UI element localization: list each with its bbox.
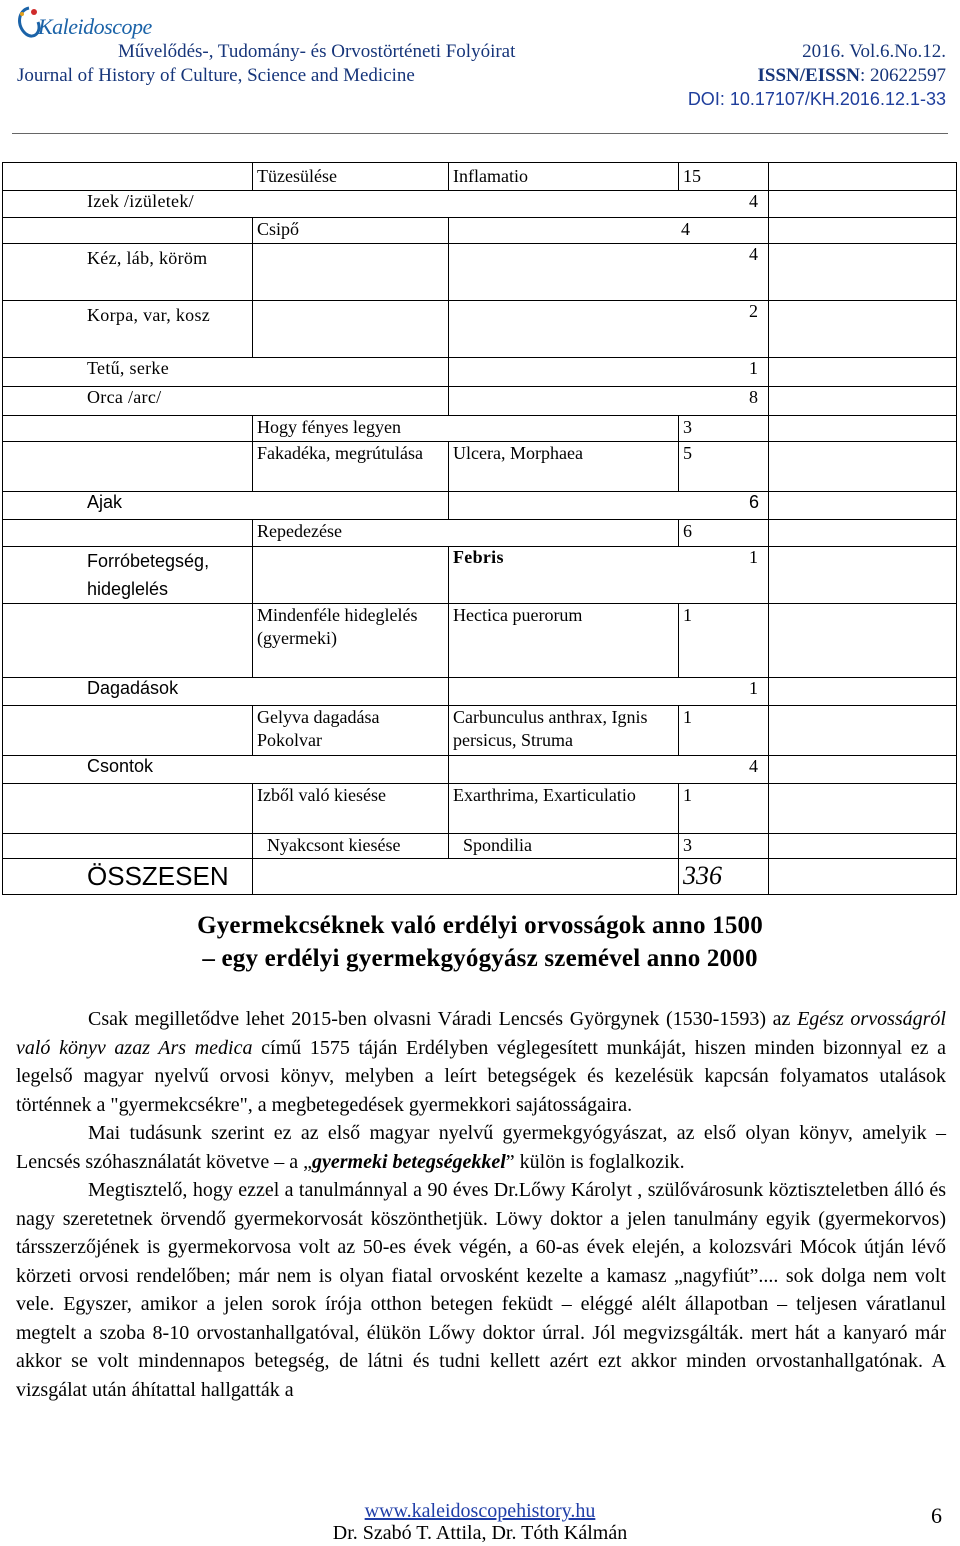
latin-term: Ulcera, Morphaea (449, 442, 679, 492)
main-category: Orca /arc/ (3, 387, 449, 416)
table-row (3, 784, 957, 834)
table-row (3, 218, 957, 244)
table-row (3, 191, 957, 218)
footer-link[interactable]: www.kaleidoscopehistory.hu (364, 1500, 596, 1522)
article-body (16, 1005, 946, 1404)
category-count: 1 (749, 678, 759, 698)
main-category: Ajak (3, 492, 449, 520)
paragraph: Megtisztelő, hogy ezzel a tanulmánnyal a 90 éves Dr.Lőwy Károlyt , szülővárosunk köztiszteletben álló és nagy szeretetnek örvendő gyermekorvosát köszönthetjük. Löwy doktor a jelen tanulmány egyik (gyermekorvos) társszerzőjének is gyermekorvosa volt az 50-es évek végén, a 60-as évek elején, a kolozsvári Mócok útján lévő körzeti orvosi rendelőben; már nem is olyan fiatal orvosként kezelte a kamasz „nagyfiút”.... sok dolga nem volt vele. Egyszer, amikor a jelen sorok írója otthon betegen feküdt – eléggé alélt állapotban – teljesen váratlanul megtelt a szoba 8-10 orvostanhallgatóval, élükön Lőwy doktor úrral. Jól megvizsgálták. mert hát a kanyaró már akkor se volt mindennapos betegség, de látni és tudni kellett azért ezt akkor minden orvostanhallgatónak. A vizsgálat után áhítattal hallgatták a (16, 1179, 946, 1401)
paragraph-text: ” külön is foglalkozik. (505, 1150, 685, 1173)
issn-label: ISSN/EISSN (757, 65, 860, 86)
table-row (3, 416, 957, 442)
sub-label: Hogy fényes legyen (253, 416, 679, 442)
latin-term: Carbunculus anthrax, Ignis persicus, Struma (449, 706, 679, 756)
category-count: 2 (749, 301, 759, 321)
sub-label: Mindenféle hideglelés (gyermeki) (253, 604, 449, 678)
sub-label: Repedezése (253, 520, 679, 547)
book-title: Egész orvosságról való könyv azaz Ars medica (16, 1008, 946, 1059)
issn-value: : 20622597 (859, 65, 946, 86)
table-row (3, 442, 957, 492)
table-row (3, 678, 957, 706)
journal-title-hu: Művelődés-, Tudomány- és Orvostörténeti Folyóirat (118, 41, 516, 62)
total-label: ÖSSZESEN (3, 859, 253, 895)
table-row (3, 604, 957, 678)
category-count: 6 (749, 492, 760, 512)
page-number: 6 (931, 1503, 942, 1528)
sub-count: 1 (679, 604, 769, 678)
main-category: Forróbetegség, hideglelés (3, 547, 253, 604)
table-row (3, 301, 957, 358)
table-row (3, 706, 957, 756)
table-row (3, 834, 957, 859)
sub-count: 4 (449, 218, 769, 244)
sub-count: 1 (679, 784, 769, 834)
table-row (3, 547, 957, 604)
sub-count: 15 (679, 163, 769, 191)
main-category: Csontok (3, 756, 449, 784)
table-row (3, 387, 957, 416)
category-count: 1 (749, 547, 759, 567)
table-row (3, 756, 957, 784)
latin-term: Spondilia (449, 834, 679, 859)
sub-label: Nyakcsont kiesése (253, 834, 449, 859)
paragraph (16, 1005, 946, 1119)
category-count: 4 (749, 244, 759, 264)
emphasis-text: gyermeki betegségekkel (311, 1150, 506, 1173)
journal-title-en: Journal of History of Culture, Science and Medicine (17, 65, 415, 86)
doi-info: DOI: 10.17107/KH.2016.12.1-33 (687, 89, 946, 109)
category-count: 4 (749, 756, 759, 776)
paragraph-text: Csak megilletődve lehet 2015-ben olvasni Váradi Lencsés Györgynek (1530-1593) az (88, 1008, 791, 1030)
latin-term: Febris (449, 547, 769, 604)
volume-info: 2016. Vol.6.No.12. (802, 41, 946, 62)
logo-text: Kaleidoscope (38, 14, 152, 39)
paragraph-text: Mai tudásunk szerint ez az első magyar nyelvű gyermekgyógyászat, az első olyan könyv, amelyik – Lencsés szóhasználatát követve – a „ (16, 1122, 946, 1173)
table-row (3, 163, 957, 191)
header-divider (12, 133, 948, 134)
main-category: Izek /izületek/ (3, 191, 769, 218)
main-category: Dagadások (3, 678, 449, 706)
sub-count: 5 (679, 442, 769, 492)
paragraph-text: című 1575 táján Erdélyben véglegesített munkáját, hiszen minden bizonnyal ez a legelső magyar nyelvű orvosi könyv, melyben a leírt betegségek és kezelésük kapcsán folyamatos utalások történnek a "gyermekcsékre", a megbetegedések gyermekkori sajátosságaira. (16, 1036, 947, 1116)
table-row (3, 358, 957, 387)
sub-count: 3 (679, 834, 769, 859)
sub-count: 6 (679, 520, 769, 547)
latin-term: Inflamatio (449, 163, 679, 191)
sub-label: Gelyva dagadása Pokolvar (253, 706, 449, 756)
journal-logo (14, 4, 152, 48)
sub-label: Csipő (253, 218, 449, 244)
latin-term: Hectica puerorum (449, 604, 679, 678)
sub-label: Fakadéka, megrútulása (253, 442, 449, 492)
category-count: 4 (749, 191, 758, 211)
category-count: 1 (749, 358, 759, 378)
sub-count: 3 (679, 416, 769, 442)
disease-count-table (2, 162, 957, 895)
footer-authors: Dr. Szabó T. Attila, Dr. Tóth Kálmán (332, 1522, 628, 1544)
sub-label: Izből való kiesése (253, 784, 449, 834)
latin-term: Exarthrima, Exarticulatio (449, 784, 679, 834)
table-row (3, 244, 957, 301)
sub-label: Tüzesülése (253, 163, 449, 191)
article-subtitle: – egy erdélyi gyermekgyógyász szemével anno 2000 (202, 945, 758, 972)
category-count: 8 (749, 387, 759, 407)
total-value: 336 (679, 859, 769, 895)
issn-info (758, 65, 946, 87)
main-category: Kéz, láb, köröm (3, 244, 253, 301)
total-row (3, 859, 957, 895)
article-title: Gyermekcséknek való erdélyi orvosságok anno 1500 (197, 912, 763, 939)
table-row (3, 492, 957, 520)
main-category: Korpa, var, kosz (3, 301, 253, 358)
main-category: Tetű, serke (3, 358, 449, 387)
paragraph (16, 1119, 946, 1176)
sub-count: 1 (679, 706, 769, 756)
table-row (3, 520, 957, 547)
